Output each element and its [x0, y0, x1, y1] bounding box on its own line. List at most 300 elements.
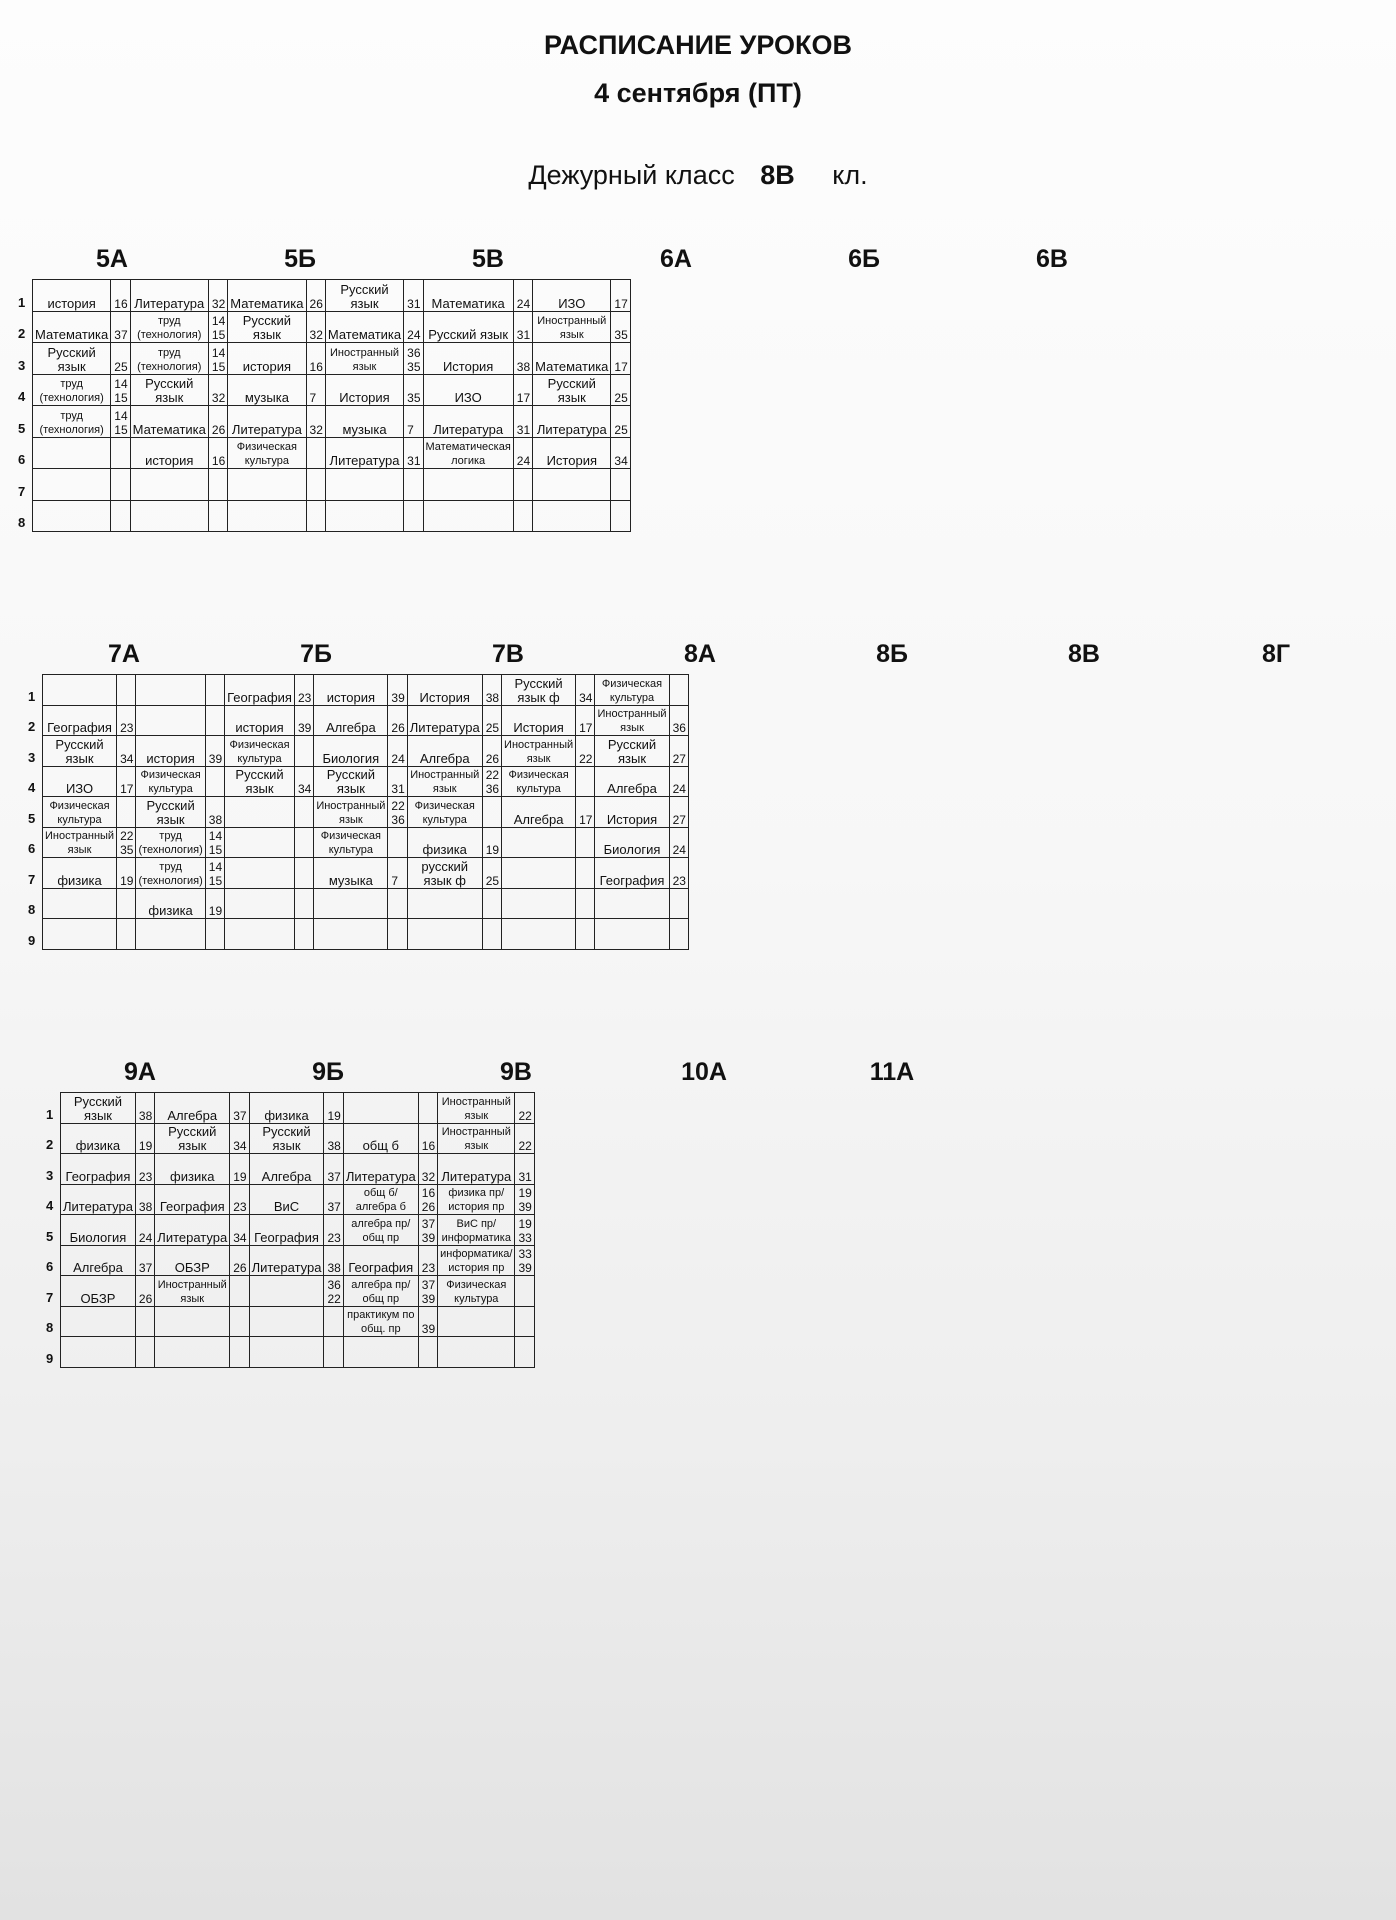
- lesson-subject: Русский язык: [423, 311, 513, 343]
- lesson-room: 36 22: [324, 1276, 343, 1307]
- lesson-subject: Иностранный язык: [438, 1123, 515, 1154]
- lesson-subject: [407, 888, 482, 919]
- lesson-room: 25: [482, 705, 501, 736]
- lesson-room: 32: [418, 1154, 437, 1185]
- row-number: 5: [18, 420, 26, 436]
- lesson-room: 38: [324, 1245, 343, 1276]
- lesson-room: [482, 797, 501, 828]
- lesson-subject: Иностранный язык: [595, 705, 669, 736]
- lesson-subject: [33, 469, 111, 501]
- lesson-room: 22: [576, 736, 595, 767]
- lesson-subject: Биология: [314, 736, 388, 767]
- lesson-room: [208, 469, 227, 501]
- lesson-room: 19: [135, 1123, 154, 1154]
- page-date: 4 сентября (ПТ): [594, 78, 802, 108]
- lesson-room: 22 35: [117, 827, 136, 858]
- table-row: [61, 1154, 535, 1185]
- lesson-subject: физика: [61, 1123, 136, 1154]
- duty-line: [0, 160, 1396, 191]
- lesson-room: 36 35: [404, 343, 423, 375]
- row-number: 6: [28, 841, 36, 856]
- lesson-subject: Физическая культура: [595, 675, 669, 706]
- lesson-subject: история: [136, 736, 205, 767]
- lesson-subject: история: [33, 280, 111, 312]
- lesson-subject: Физическая культура: [225, 736, 295, 767]
- table-row: [61, 1184, 535, 1215]
- lesson-room: 19: [324, 1093, 343, 1124]
- lesson-subject: География: [343, 1245, 418, 1276]
- lesson-room: [205, 675, 224, 706]
- lesson-room: [230, 1276, 249, 1307]
- lesson-subject: [343, 1337, 418, 1368]
- lesson-subject: [43, 675, 117, 706]
- lesson-room: 14 15: [205, 827, 224, 858]
- lesson-room: [515, 1276, 534, 1307]
- class-header: 9В: [500, 1058, 532, 1086]
- row-number: 4: [46, 1198, 54, 1213]
- lesson-room: 32: [208, 280, 227, 312]
- lesson-room: [404, 500, 423, 532]
- table-row: [33, 500, 631, 532]
- lesson-subject: музыка: [314, 858, 388, 889]
- table-row: [61, 1337, 535, 1368]
- lesson-room: [111, 437, 130, 469]
- lesson-room: 37 39: [418, 1276, 437, 1307]
- lesson-subject: Литература: [249, 1245, 324, 1276]
- class-header: 8В: [1068, 640, 1100, 668]
- lesson-subject: [325, 500, 403, 532]
- row-number: 5: [28, 810, 36, 826]
- lesson-subject: Алгебра: [249, 1154, 324, 1185]
- lesson-room: 23: [294, 675, 313, 706]
- lesson-subject: [325, 469, 403, 501]
- row-number: 6: [46, 1259, 54, 1274]
- duty-class: 8В: [760, 160, 795, 190]
- lesson-subject: Математика: [130, 406, 208, 438]
- lesson-room: 22: [515, 1123, 534, 1154]
- lesson-room: 16: [208, 437, 227, 469]
- lesson-subject: ОБЗР: [155, 1245, 230, 1276]
- lesson-room: [576, 858, 595, 889]
- table-row: [61, 1276, 535, 1307]
- table-row: [33, 469, 631, 501]
- lesson-room: 7: [404, 406, 423, 438]
- lesson-room: [135, 1337, 154, 1368]
- lesson-subject: Физическая культура: [136, 766, 205, 797]
- lesson-subject: Литература: [533, 406, 611, 438]
- class-header: 5А: [96, 245, 128, 273]
- lesson-room: 26: [306, 280, 325, 312]
- lesson-subject: Физическая культура: [314, 827, 388, 858]
- lesson-room: [515, 1306, 534, 1337]
- lesson-subject: Иностранный язык: [314, 797, 388, 828]
- row-number: 9: [46, 1350, 54, 1366]
- lesson-subject: [423, 469, 513, 501]
- lesson-room: 16: [111, 280, 130, 312]
- lesson-subject: [502, 919, 576, 950]
- row-number: 3: [28, 749, 36, 765]
- row-number: 9: [28, 932, 36, 948]
- lesson-room: [576, 766, 595, 797]
- lesson-subject: [33, 437, 111, 469]
- lesson-room: 39: [388, 675, 407, 706]
- table-row: [43, 766, 689, 797]
- class-header: 6В: [1036, 245, 1068, 273]
- lesson-room: 17: [611, 280, 630, 312]
- lesson-room: 35: [611, 311, 630, 343]
- lesson-subject: Русский язык: [314, 766, 388, 797]
- lesson-room: 26: [208, 406, 227, 438]
- lesson-subject: Русский язык ф: [502, 675, 576, 706]
- lesson-subject: Литература: [61, 1184, 136, 1215]
- lesson-room: 22 36: [388, 797, 407, 828]
- lesson-room: [404, 469, 423, 501]
- lesson-subject: География: [225, 675, 295, 706]
- lesson-room: [205, 705, 224, 736]
- lesson-subject: [225, 919, 295, 950]
- row-number: 1: [46, 1106, 54, 1122]
- lesson-room: [294, 888, 313, 919]
- lesson-subject: Иностранный язык: [325, 343, 403, 375]
- lesson-subject: музыка: [228, 374, 306, 406]
- lesson-room: 32: [306, 311, 325, 343]
- duty-suffix: кл.: [832, 160, 868, 190]
- lesson-room: 31: [515, 1154, 534, 1185]
- lesson-room: 14 15: [208, 343, 227, 375]
- lesson-subject: [43, 919, 117, 950]
- lesson-room: [669, 675, 688, 706]
- class-header: 10А: [681, 1058, 727, 1086]
- table-row: [33, 343, 631, 375]
- lesson-subject: Русский язык: [61, 1093, 136, 1124]
- lesson-subject: Биология: [595, 827, 669, 858]
- lesson-subject: [502, 888, 576, 919]
- lesson-subject: труд (технология): [136, 827, 205, 858]
- lesson-room: 22: [515, 1093, 534, 1124]
- lesson-subject: [314, 888, 388, 919]
- row-number: 3: [18, 357, 26, 373]
- lesson-room: 37: [324, 1184, 343, 1215]
- lesson-subject: [595, 919, 669, 950]
- lesson-room: [230, 1337, 249, 1368]
- table-row: [43, 827, 689, 858]
- lesson-room: [117, 797, 136, 828]
- lesson-room: [576, 919, 595, 950]
- lesson-subject: История: [325, 374, 403, 406]
- lesson-room: [294, 797, 313, 828]
- lesson-room: 26: [388, 705, 407, 736]
- lesson-room: 34: [294, 766, 313, 797]
- lesson-subject: Литература: [325, 437, 403, 469]
- lesson-room: 24: [669, 827, 688, 858]
- lesson-subject: [61, 1306, 136, 1337]
- lesson-room: [205, 919, 224, 950]
- lesson-room: 27: [669, 736, 688, 767]
- lesson-subject: [228, 469, 306, 501]
- lesson-subject: Математика: [423, 280, 513, 312]
- row-number: 8: [18, 515, 26, 530]
- lesson-room: [669, 888, 688, 919]
- lesson-subject: Алгебра: [595, 766, 669, 797]
- lesson-room: 19 39: [515, 1184, 534, 1215]
- lesson-room: [306, 469, 325, 501]
- lesson-subject: Алгебра: [155, 1093, 230, 1124]
- lesson-subject: [225, 797, 295, 828]
- lesson-subject: Русский язык: [136, 797, 205, 828]
- lesson-subject: история: [228, 343, 306, 375]
- lesson-room: [294, 919, 313, 950]
- lesson-room: [513, 500, 532, 532]
- lesson-room: 17: [513, 374, 532, 406]
- row-number: 1: [28, 688, 36, 704]
- lesson-subject: [423, 500, 513, 532]
- lesson-subject: ИЗО: [533, 280, 611, 312]
- table-row: [43, 797, 689, 828]
- lesson-subject: История: [502, 705, 576, 736]
- lesson-subject: Физическая культура: [438, 1276, 515, 1307]
- lesson-room: 24: [388, 736, 407, 767]
- row-number: 2: [18, 326, 26, 341]
- class-header: 6А: [660, 245, 692, 273]
- lesson-room: 17: [576, 797, 595, 828]
- lesson-room: 14 15: [208, 311, 227, 343]
- lesson-room: 32: [208, 374, 227, 406]
- lesson-subject: ВиС: [249, 1184, 324, 1215]
- class-header: 7В: [492, 640, 524, 668]
- lesson-subject: [438, 1337, 515, 1368]
- lesson-subject: Алгебра: [61, 1245, 136, 1276]
- schedule-table: [42, 674, 689, 950]
- row-number: 4: [18, 389, 26, 404]
- lesson-subject: Алгебра: [314, 705, 388, 736]
- lesson-room: 14 15: [205, 858, 224, 889]
- table-row: [43, 736, 689, 767]
- table-row: [43, 919, 689, 950]
- lesson-subject: Математика: [325, 311, 403, 343]
- table-row: [61, 1123, 535, 1154]
- lesson-room: 19: [117, 858, 136, 889]
- lesson-subject: общ б/ алгебра б: [343, 1184, 418, 1215]
- lesson-subject: География: [43, 705, 117, 736]
- class-header: 11А: [869, 1058, 915, 1086]
- lesson-room: 17: [117, 766, 136, 797]
- lesson-room: 19: [205, 888, 224, 919]
- lesson-room: [117, 919, 136, 950]
- class-header: 6Б: [848, 245, 880, 273]
- table-row: [61, 1215, 535, 1246]
- lesson-subject: История: [595, 797, 669, 828]
- class-header: 8Б: [876, 640, 908, 668]
- lesson-subject: физика: [249, 1093, 324, 1124]
- lesson-subject: Русский язык: [130, 374, 208, 406]
- lesson-subject: труд (технология): [33, 406, 111, 438]
- lesson-subject: [533, 500, 611, 532]
- table-row: [61, 1093, 535, 1124]
- lesson-room: [205, 766, 224, 797]
- lesson-subject: Иностранный язык: [43, 827, 117, 858]
- lesson-room: 16 26: [418, 1184, 437, 1215]
- lesson-subject: история: [225, 705, 295, 736]
- lesson-subject: труд (технология): [130, 311, 208, 343]
- lesson-room: 31: [513, 311, 532, 343]
- lesson-room: [388, 919, 407, 950]
- lesson-subject: физика: [136, 888, 205, 919]
- lesson-room: [669, 919, 688, 950]
- lesson-subject: Физическая культура: [228, 437, 306, 469]
- table-row: [43, 705, 689, 736]
- lesson-subject: Иностранный язык: [438, 1093, 515, 1124]
- lesson-subject: Литература: [130, 280, 208, 312]
- lesson-subject: [595, 888, 669, 919]
- lesson-room: [230, 1306, 249, 1337]
- lesson-subject: Физическая культура: [407, 797, 482, 828]
- lesson-room: [576, 888, 595, 919]
- lesson-room: [208, 500, 227, 532]
- row-number: 1: [18, 294, 26, 310]
- lesson-room: 27: [669, 797, 688, 828]
- lesson-room: 25: [482, 858, 501, 889]
- lesson-subject: [155, 1306, 230, 1337]
- lesson-room: 38: [135, 1093, 154, 1124]
- table-row: [43, 675, 689, 706]
- lesson-subject: Литература: [438, 1154, 515, 1185]
- lesson-room: 39: [418, 1306, 437, 1337]
- lesson-subject: Биология: [61, 1215, 136, 1246]
- lesson-subject: География: [61, 1154, 136, 1185]
- schedule-table: [32, 279, 631, 532]
- lesson-room: [418, 1337, 437, 1368]
- lesson-subject: Русский язык: [325, 280, 403, 312]
- lesson-room: [306, 437, 325, 469]
- lesson-room: [111, 469, 130, 501]
- lesson-room: 26: [135, 1276, 154, 1307]
- lesson-subject: [228, 500, 306, 532]
- lesson-subject: ВиС пр/ информатика: [438, 1215, 515, 1246]
- lesson-subject: Литература: [228, 406, 306, 438]
- lesson-subject: физика: [407, 827, 482, 858]
- lesson-room: [388, 888, 407, 919]
- lesson-subject: [438, 1306, 515, 1337]
- lesson-room: 38: [482, 675, 501, 706]
- table-row: [61, 1245, 535, 1276]
- lesson-subject: Литература: [407, 705, 482, 736]
- class-header: 5В: [472, 245, 504, 273]
- lesson-subject: русский язык ф: [407, 858, 482, 889]
- lesson-subject: [33, 500, 111, 532]
- lesson-subject: физика пр/ история пр: [438, 1184, 515, 1215]
- lesson-subject: Иностранный язык: [502, 736, 576, 767]
- lesson-subject: [136, 675, 205, 706]
- lesson-subject: [249, 1276, 324, 1307]
- lesson-room: 23: [418, 1245, 437, 1276]
- lesson-subject: Алгебра: [502, 797, 576, 828]
- row-number: 2: [46, 1137, 54, 1152]
- lesson-subject: [43, 888, 117, 919]
- lesson-subject: ИЗО: [43, 766, 117, 797]
- lesson-subject: Русский язык: [155, 1123, 230, 1154]
- lesson-subject: [502, 858, 576, 889]
- class-header: 9Б: [312, 1058, 344, 1086]
- lesson-subject: практикум по общ. пр: [343, 1306, 418, 1337]
- lesson-room: [324, 1337, 343, 1368]
- lesson-subject: [136, 919, 205, 950]
- lesson-room: 33 39: [515, 1245, 534, 1276]
- lesson-subject: Русский язык: [43, 736, 117, 767]
- lesson-subject: Русский язык: [533, 374, 611, 406]
- lesson-room: 39: [205, 736, 224, 767]
- lesson-room: 23: [669, 858, 688, 889]
- lesson-subject: Русский язык: [228, 311, 306, 343]
- lesson-room: 24: [513, 280, 532, 312]
- lesson-subject: Русский язык: [225, 766, 295, 797]
- lesson-subject: [155, 1337, 230, 1368]
- lesson-room: 38: [205, 797, 224, 828]
- row-number: 2: [28, 719, 36, 734]
- table-row: [33, 311, 631, 343]
- lesson-subject: [225, 827, 295, 858]
- lesson-subject: [407, 919, 482, 950]
- lesson-room: 32: [306, 406, 325, 438]
- lesson-room: 26: [230, 1245, 249, 1276]
- lesson-room: 37: [111, 311, 130, 343]
- lesson-room: 35: [404, 374, 423, 406]
- lesson-subject: алгебра пр/ общ пр: [343, 1215, 418, 1246]
- lesson-room: 38: [135, 1184, 154, 1215]
- lesson-subject: информатика/ история пр: [438, 1245, 515, 1276]
- lesson-subject: Физическая культура: [43, 797, 117, 828]
- lesson-room: 31: [513, 406, 532, 438]
- lesson-subject: География: [155, 1184, 230, 1215]
- row-number: 7: [28, 871, 36, 887]
- duty-label: Дежурный класс: [528, 160, 735, 190]
- lesson-room: 31: [404, 280, 423, 312]
- lesson-subject: География: [249, 1215, 324, 1246]
- lesson-room: [117, 888, 136, 919]
- lesson-subject: [130, 469, 208, 501]
- lesson-room: [306, 500, 325, 532]
- lesson-subject: физика: [43, 858, 117, 889]
- lesson-subject: Литература: [155, 1215, 230, 1246]
- lesson-subject: История: [533, 437, 611, 469]
- row-number: 7: [46, 1289, 54, 1305]
- lesson-subject: Математика: [533, 343, 611, 375]
- lesson-subject: Литература: [423, 406, 513, 438]
- lesson-room: 34: [117, 736, 136, 767]
- lesson-room: [294, 736, 313, 767]
- lesson-room: 23: [230, 1184, 249, 1215]
- lesson-subject: История: [407, 675, 482, 706]
- lesson-subject: [502, 827, 576, 858]
- lesson-room: [117, 675, 136, 706]
- lesson-room: [418, 1093, 437, 1124]
- lesson-room: 23: [324, 1215, 343, 1246]
- table-row: [43, 858, 689, 889]
- lesson-room: 23: [135, 1154, 154, 1185]
- lesson-subject: [343, 1093, 418, 1124]
- lesson-room: [482, 888, 501, 919]
- lesson-subject: труд (технология): [33, 374, 111, 406]
- lesson-subject: [249, 1306, 324, 1337]
- lesson-subject: [533, 469, 611, 501]
- lesson-room: [576, 827, 595, 858]
- class-header: 7Б: [300, 640, 332, 668]
- lesson-room: 34: [576, 675, 595, 706]
- table-row: [33, 406, 631, 438]
- lesson-room: 37 39: [418, 1215, 437, 1246]
- lesson-room: [111, 500, 130, 532]
- lesson-room: 39: [294, 705, 313, 736]
- lesson-room: 23: [117, 705, 136, 736]
